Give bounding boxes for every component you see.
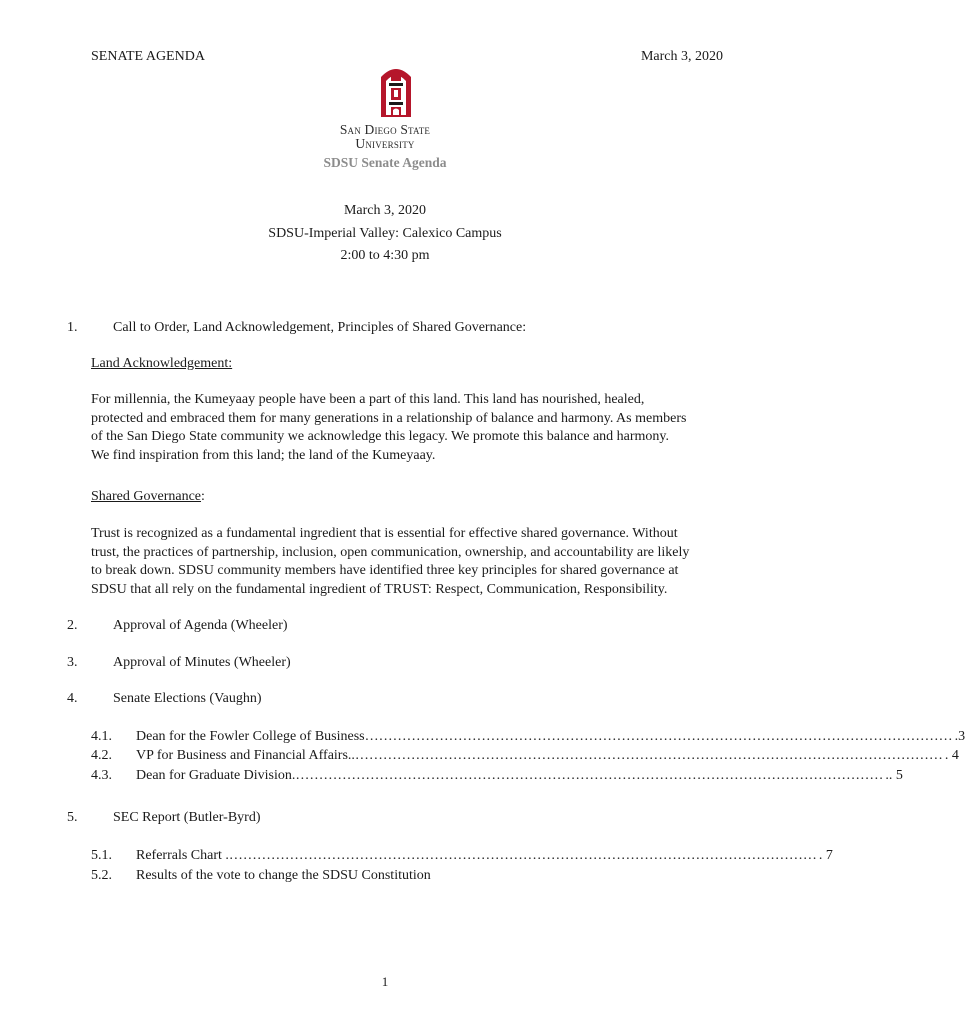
shared-para-line: Trust is recognized as a fundamental ingredient that is essential for effective shared governance. Without — [91, 526, 678, 541]
item-5-number: 5. — [67, 810, 78, 825]
subitem-page: .. 5 — [885, 768, 903, 783]
land-acknowledgement-paragraph — [91, 391, 741, 465]
land-acknowledgement-heading: Land Acknowledgement: — [91, 356, 233, 371]
leader-dots: ……………………………………………………………………………………………………………… — [354, 748, 943, 763]
subitem-label: VP for Business and Financial Affairs.. — [136, 748, 355, 763]
subitem-label: Dean for the Fowler College of Business — [136, 729, 365, 744]
subitem-5-2-label: Results of the vote to change the SDSU Constitution — [136, 868, 431, 883]
agenda-title: SDSU Senate Agenda — [323, 155, 447, 170]
shared-para-line: SDSU that all rely on the fundamental ingredient of TRUST: Respect, Communication, Responsibility. — [91, 581, 668, 597]
subitem-5-1 — [136, 847, 833, 866]
subitem-4-2 — [136, 747, 959, 766]
item-1-number: 1. — [67, 320, 78, 335]
subitem-page: .3 — [954, 729, 965, 744]
land-para-line: protected and embraced them for many generations in a relationship of balance and harmony. As members — [91, 410, 687, 426]
land-para-line: of the San Diego State community we acknowledge this legacy. We promote this balance and harmony. — [91, 429, 670, 444]
item-2-number: 2. — [67, 618, 78, 633]
item-5-text: SEC Report (Butler-Byrd) — [113, 810, 261, 825]
header-date: March 3, 2020 — [640, 49, 723, 64]
leader-dots: ……………………………………………………………………………………………………………… — [295, 768, 884, 783]
item-1-text: Call to Order, Land Acknowledgement, Principles of Shared Governance: — [113, 320, 527, 335]
land-para-line: For millennia, the Kumeyaay people have been a part of this land. This land has nourished, healed, — [91, 392, 645, 407]
shared-governance-heading: Shared Governance: — [91, 489, 205, 504]
item-3-number: 3. — [67, 655, 78, 670]
shared-para-line: trust, the practices of partnership, inclusion, open communication, ownership, and accountability are likely — [91, 544, 690, 560]
shared-governance-paragraph — [91, 525, 741, 599]
subitem-4-3 — [136, 767, 903, 786]
subitem-page: . 7 — [818, 848, 833, 863]
subitem-4-1-number: 4.1. — [91, 729, 112, 744]
item-2-text: Approval of Agenda (Wheeler) — [113, 618, 288, 633]
header-left-title: SENATE AGENDA — [91, 49, 205, 64]
page-number: 1 — [381, 974, 389, 989]
land-para-line: We find inspiration from this land; the land of the Kumeyaay. — [91, 447, 436, 463]
leader-dots: ……………………………………………………………………………………………………………… — [364, 729, 953, 744]
leader-dots: ……………………………………………………………………………………………………………… — [228, 848, 817, 863]
meeting-location: SDSU-Imperial Valley: Calexico Campus — [268, 226, 502, 241]
shared-para-line: to break down. SDSU community members have identified three key principles for shared governance at — [91, 563, 679, 578]
subitem-label: Dean for Graduate Division. — [136, 768, 296, 783]
subitem-page: . 4 — [944, 748, 959, 763]
meeting-date: March 3, 2020 — [343, 203, 427, 218]
subitem-5-1-number: 5.1. — [91, 848, 112, 863]
university-name-line2: University — [355, 136, 415, 151]
subitem-4-2-number: 4.2. — [91, 748, 112, 763]
item-3-text: Approval of Minutes (Wheeler) — [113, 655, 291, 670]
subitem-4-3-number: 4.3. — [91, 768, 112, 783]
subitem-5-2-number: 5.2. — [91, 868, 112, 883]
sdsu-tower-logo — [379, 65, 413, 117]
item-4-text: Senate Elections (Vaughn) — [113, 691, 262, 706]
subitem-4-1 — [136, 728, 965, 747]
university-name-line1: San Diego State — [339, 122, 431, 137]
meeting-time: 2:00 to 4:30 pm — [340, 248, 430, 263]
subitem-label: Referrals Chart . — [136, 848, 229, 863]
item-4-number: 4. — [67, 691, 78, 706]
